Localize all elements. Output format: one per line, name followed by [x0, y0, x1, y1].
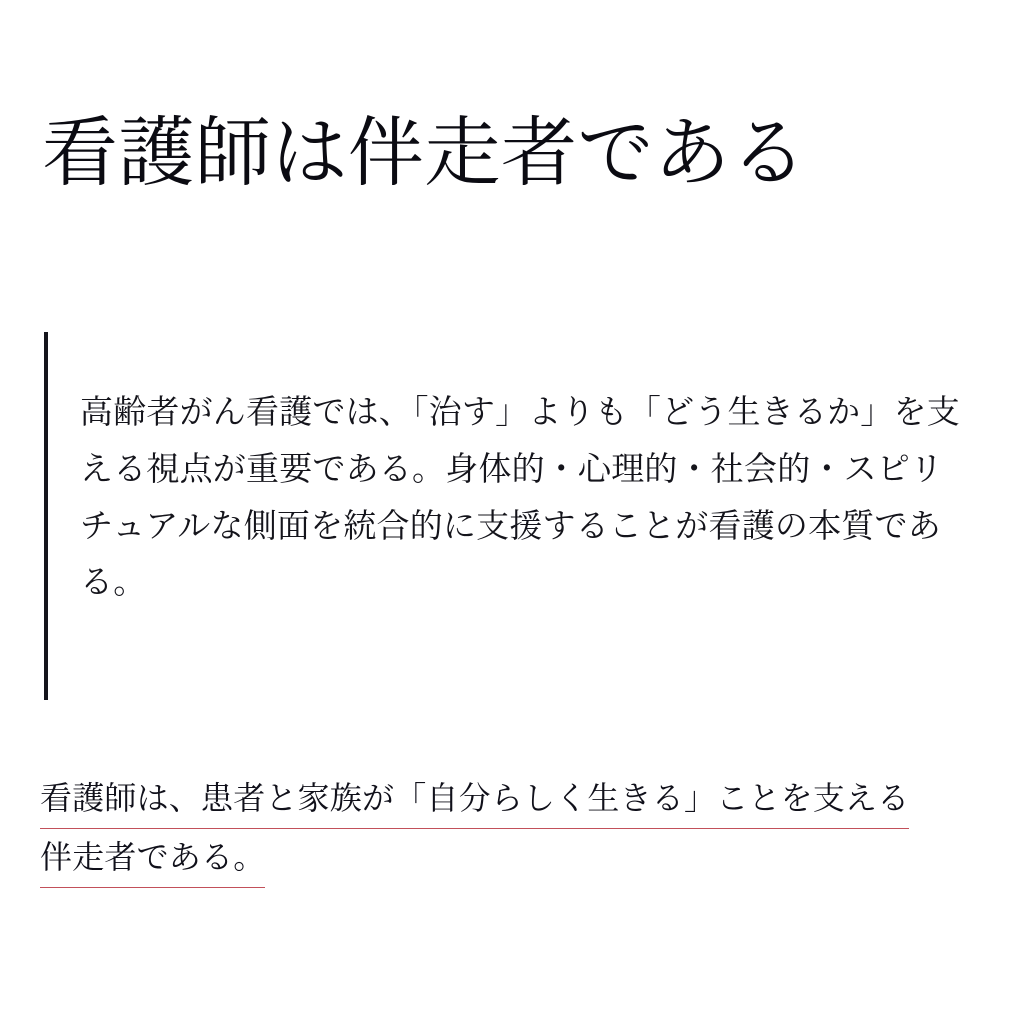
closing-line: 看護師は、患者と家族が「自分らしく生きる」ことを支える — [40, 770, 909, 829]
closing-line: 伴走者である。 — [40, 829, 265, 888]
quote-block — [44, 332, 964, 700]
page-title: 看護師は伴走者である — [42, 107, 807, 197]
closing-statement — [40, 770, 970, 888]
quote-text: 高齢者がん看護では、「治す」よりも「どう生きるか」を支える視点が重要である。身体的・心理的・社会的・スピリチュアルな側面を統合的に支援することが看護の本質である。 — [80, 392, 960, 602]
